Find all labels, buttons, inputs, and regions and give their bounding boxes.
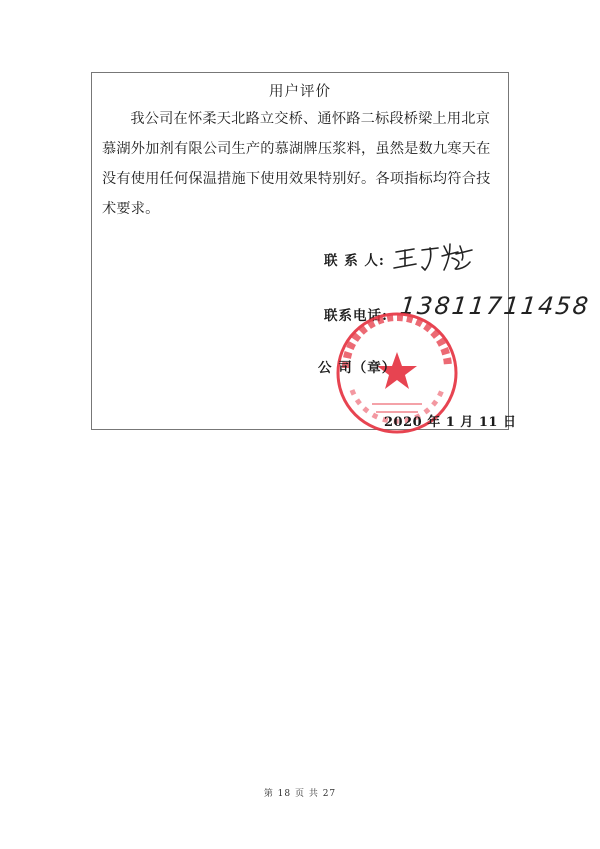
page-title: 用户评价 <box>269 84 331 100</box>
contact-label: 联 系 人: <box>324 253 385 269</box>
company-seal-label: 公 司（章） <box>318 360 397 376</box>
handwritten-signature <box>392 240 478 274</box>
phone-label: 联系电话: <box>324 308 388 324</box>
phone-number: 13811711458 <box>398 292 592 320</box>
signature-date: 2020 年 1 月 11 日 <box>384 415 517 430</box>
page-footer: 第 18 页 共 27 <box>263 789 337 799</box>
user-evaluation-box <box>91 72 592 430</box>
evaluation-paragraph: 我公司在怀柔天北路立交桥、通怀路二标段桥梁上用北京慕湖外加剂有限公司生产的慕湖牌压浆料，虽然是数九寒天在没有使用任何保温措施下使用效果特别好。各项指标均符合技术要求。 <box>102 111 491 217</box>
evaluation-text <box>102 104 500 224</box>
